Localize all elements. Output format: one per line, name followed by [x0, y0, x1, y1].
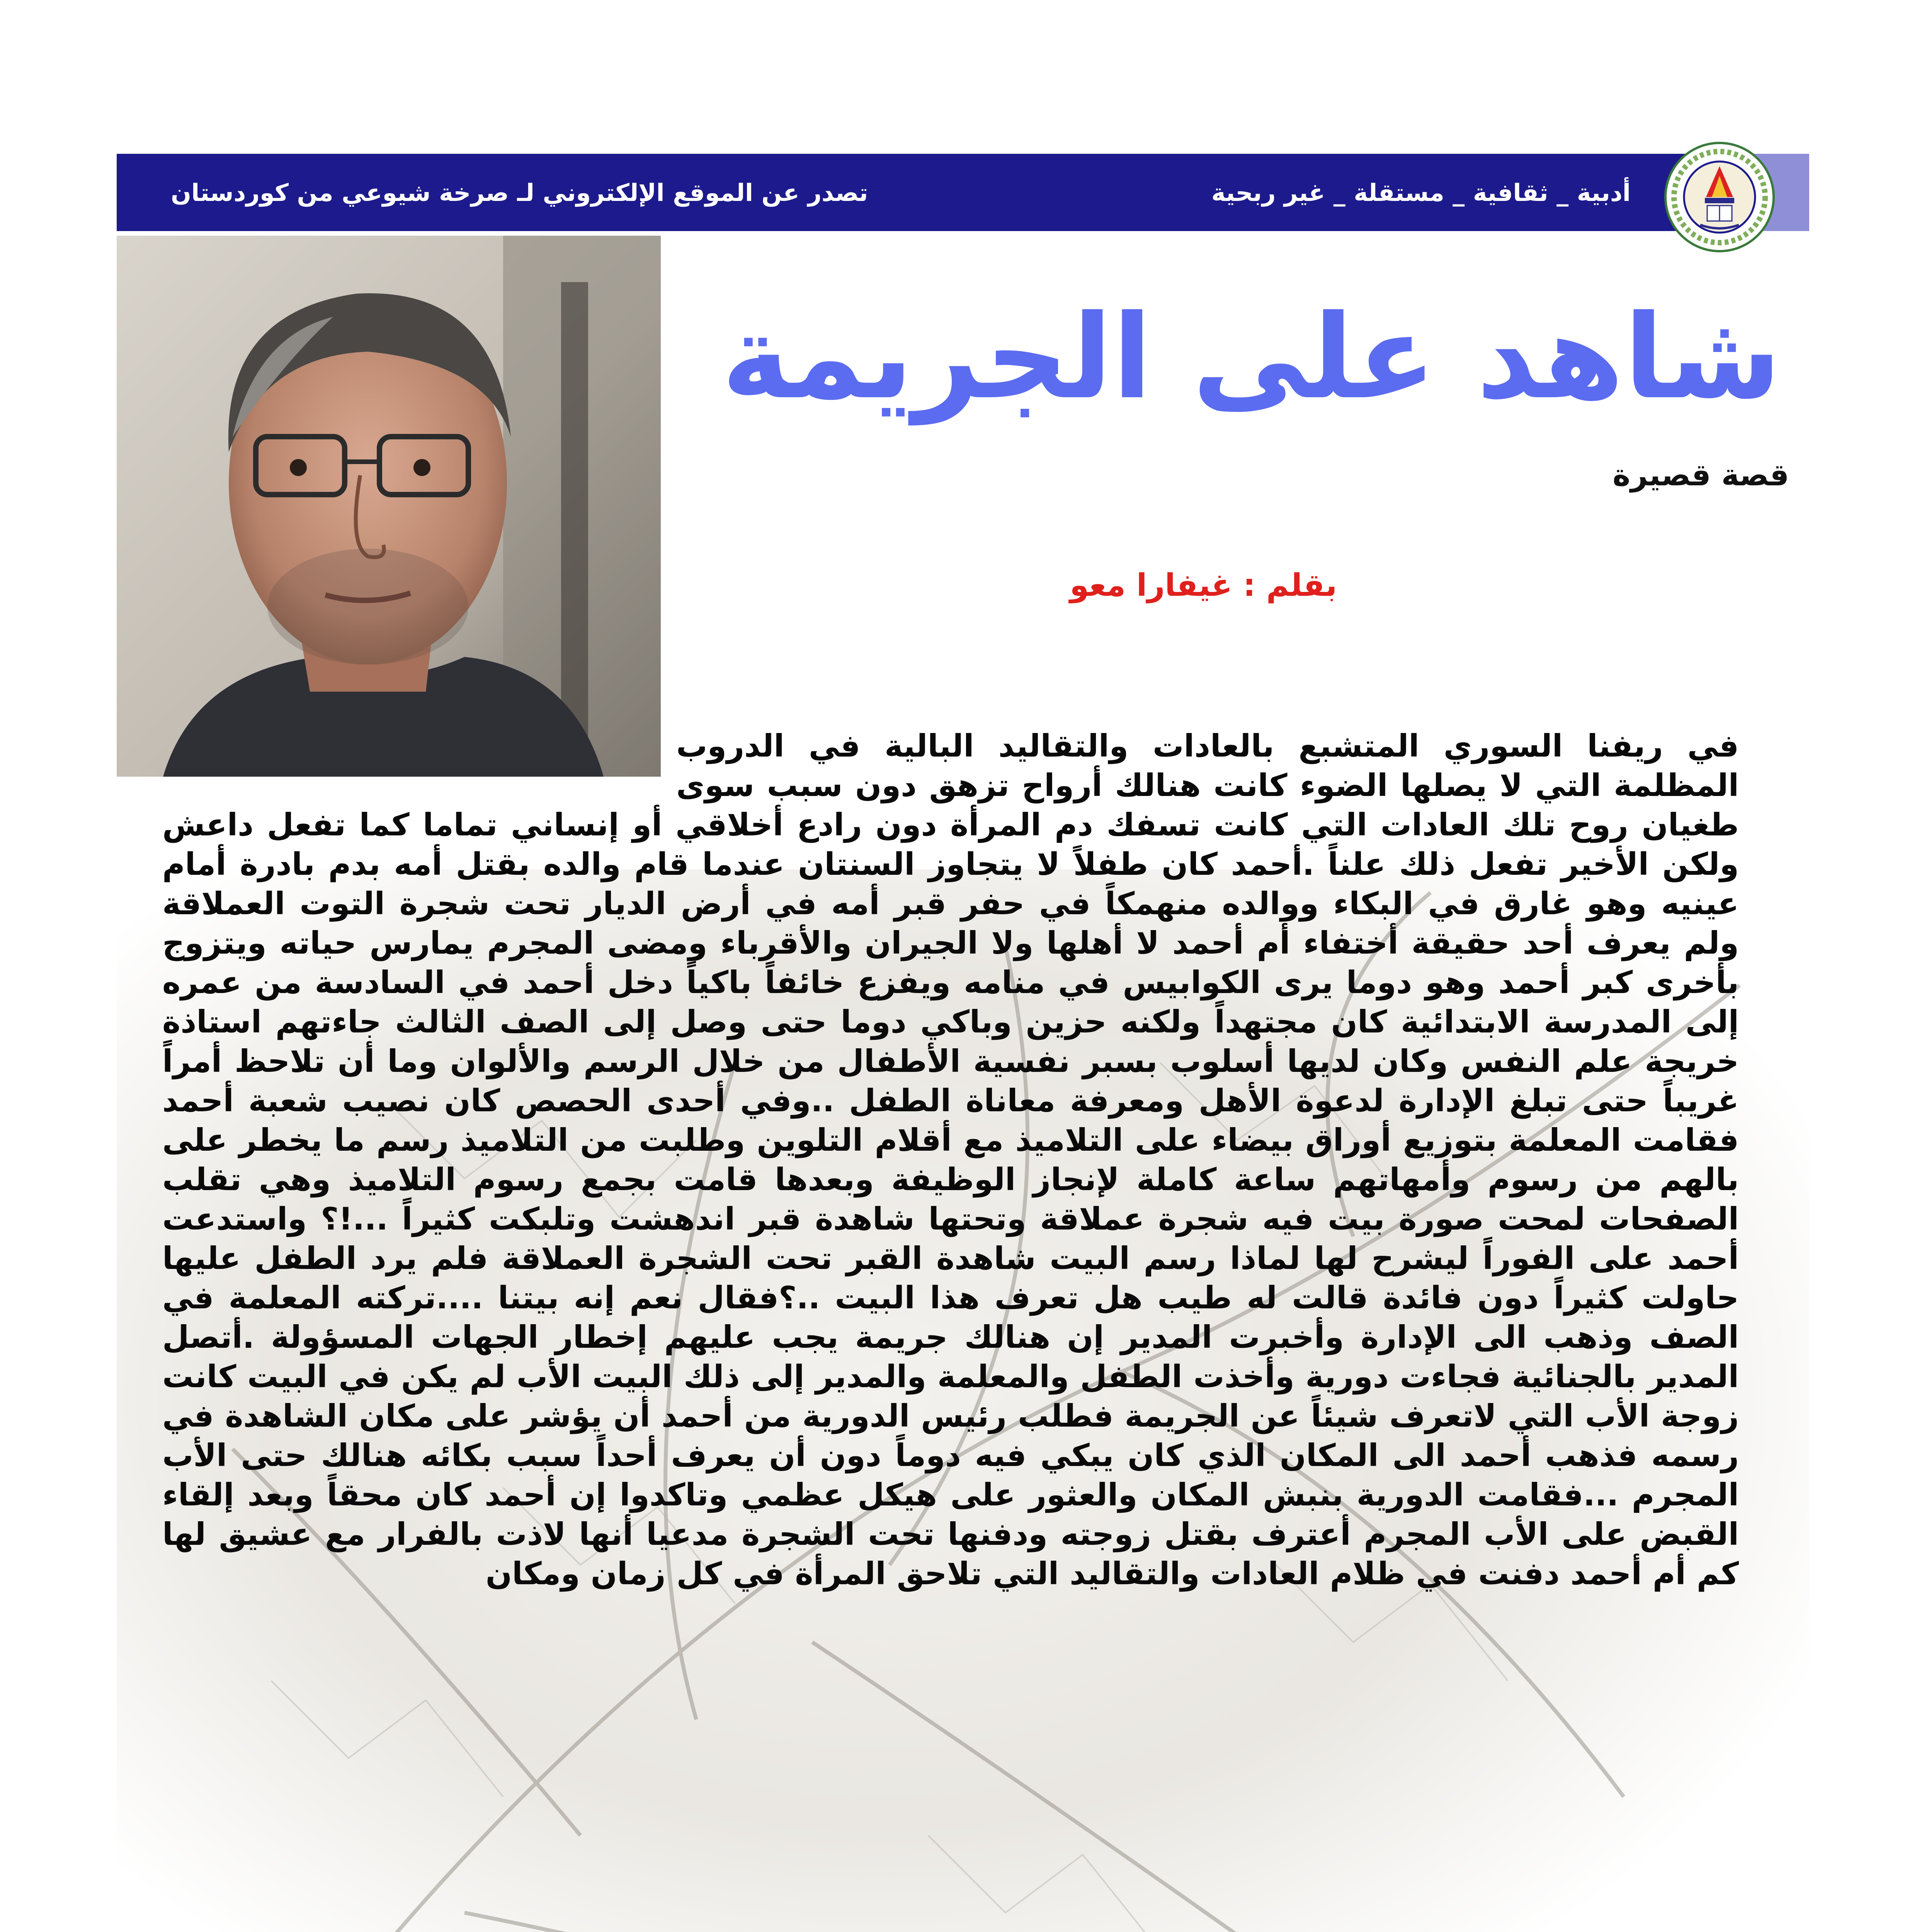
article-genre: قصة قصيرة — [1613, 458, 1789, 493]
article-byline: بقلم : غيفارا معو — [1070, 567, 1337, 603]
header-tagline: أدبية _ ثقافية _ مستقلة _ غير ربحية — [1211, 178, 1631, 207]
magazine-emblem-icon — [1662, 139, 1778, 255]
article-body-container — [162, 726, 1739, 1932]
header-source: تصدر عن الموقع الإلكتروني لـ صرخة شيوعي من كوردستان — [171, 178, 868, 207]
article-body: في ريفنا السوري المتشبع بالعادات والتقاليد البالية في الدروب المظلمة التي لا يصلها الضوء كانت هنالك أرواح تزهق دون سبب سوى طغيان روح تلك العادات التي كانت تسفك دم المرأة دون رادع أخلاقي أو إنساني تماما كما تفعل داعش ولكن الأخير تفعل ذلك علناً .أحمد كان طفلاً لا يتجاوز السنتان عندما قام والده بقتل أمه بدم بادرة أمام عينيه وهو غارق في البكاء ووالده منهمكاً في حفر قبر أمه في أرض الديار تحت شجرة التوت العملاقة ولم يعرف أحد حقيقة أختفاء أم أحمد لا أهلها ولا الجيران والأقرباء ومضى المجرم يمارس حياته ويتزوج بأخرى كبر أحمد وهو دوما يرى الكوابيس في منامه ويفزع خائفاً باكياً دخل أحمد في السادسة من عمره إلى المدرسة الابتدائية كان مجتهداً ولكنه حزين وباكي دوما حتى وصل إلى الصف الثالث جاءتهم استاذة خريجة علم النفس وكان لديها أسلوب بسبر نفسية الأطفال من خلال الرسم والألوان وما أن تلاحظ أمراً غريباً حتى تبلغ الإدارة لدعوة الأهل ومعرفة معاناة الطفل ..وفي أحدى الحصص كان نصيب شعبة أحمد فقامت المعلمة بتوزيع أوراق بيضاء على التلاميذ مع أقلام التلوين وطلبت من التلاميذ رسم ما يخطر على بالهم من رسوم وأمهاتهم ساعة كاملة لإنجاز الوظيفة وبعدها قامت بجمع رسوم التلاميذ وهي تقلب الصفحات لمحت صورة بيت فيه شجرة عملاقة وتحتها شاهدة قبر اندهشت وتلبكت كثيراً ...!؟ واستدعت أحمد على الفوراً ليشرح لها لماذا رسم البيت شاهدة القبر تحت الشجرة العملاقة فلم يرد الطفل عليها حاولت كثيراً دون فائدة قالت له طيب هل تعرف هذا البيت ..؟فقال نعم إنه بيتنا ....تركته المعلمة في الصف وذهب الى الإدارة وأخبرت المدير إن هنالك جريمة يجب عليهم إخطار الجهات المسؤولة .أتصل المدير بالجنائية فجاءت دورية وأخذت الطفل والمعلمة والمدير إلى ذلك البيت الأب لم يكن في البيت كانت زوجة الأب التي لاتعرف شيئاً عن الجريمة فطلب رئيس الدورية من أحمد أن يؤشر على مكان الشاهدة في رسمه فذهب أحمد الى المكان الذي كان يبكي فيه دوماً دون أن يعرف أحداً سبب بكائه هنالك حتى الأب المجرم ...فقامت الدورية بنبش المكان والعثور على هيكل عظمي وتاكدوا إن أحمد كان محقاً وبعد إلقاء القبض على الأب المجرم أعترف بقتل زوجته ودفنها تحت الشجرة مدعيا أنها لاذت بالفرار مع عشيق لها كم أم أحمد دفنت في ظلام العادات والتقاليد التي تلاحق المرأة في كل زمان ومكان — [162, 728, 1739, 1592]
author-portrait-photo — [117, 236, 661, 777]
article-title: شاهد على الجريمة — [721, 290, 1781, 425]
portrait-text-spacer — [162, 726, 676, 774]
header-band — [117, 154, 1747, 231]
